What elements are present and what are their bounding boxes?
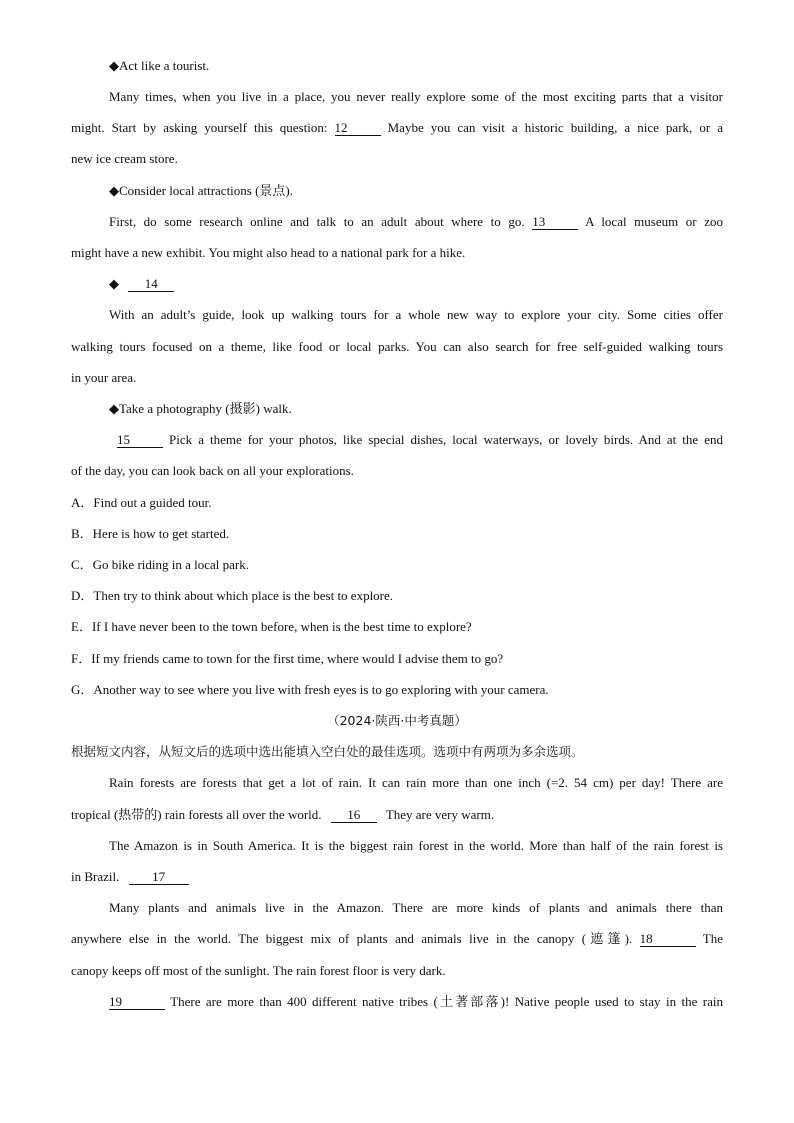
instruction-text: 根据短文内容，从短文后的选项中选出能填入空白处的最佳选项。选项中有两项为多余选项。 [71, 744, 584, 759]
paragraph-line: might have a new exhibit. You might also head to a national park for a hike. [71, 245, 466, 260]
paragraph-line [109, 993, 723, 1011]
diamond-bullet-icon: ◆ [109, 276, 119, 291]
text-run: The [702, 931, 724, 946]
blank-18[interactable]: 18 [640, 932, 696, 947]
blank-15[interactable]: 15 [117, 433, 163, 448]
text-run: They are very warm. [385, 807, 495, 822]
blank-12[interactable]: 12 [335, 121, 381, 136]
section-heading: ◆Consider local attractions (景点). [109, 183, 294, 198]
text-run: anywhere else in the world. The biggest mix of plants and animals live in the canopy (遮篷). [71, 931, 633, 946]
blank-17[interactable]: 17 [129, 870, 189, 885]
section-heading [109, 275, 723, 293]
text-run: A local museum or zoo [585, 214, 723, 229]
paragraph-line: new ice cream store. [71, 151, 178, 166]
section-heading: ◆Act like a tourist. [109, 58, 210, 73]
text-run: tropical (热带的) rain forests all over the world. [71, 807, 322, 822]
paragraph-line: in your area. [71, 370, 137, 385]
paragraph-line: The Amazon is in South America. It is the biggest rain forest in the world. More than half of the rain forest is [109, 838, 723, 853]
blank-13[interactable]: 13 [532, 215, 578, 230]
paragraph-line [71, 119, 723, 137]
blank-16[interactable]: 16 [331, 808, 377, 823]
paragraph-line [117, 431, 723, 449]
paragraph-line: Rain forests are forests that get a lot of rain. It can rain more than one inch (=2. 54 cm) per day! There are [109, 775, 723, 790]
text-run: in Brazil. [71, 869, 120, 884]
paragraph-line [71, 868, 723, 886]
paragraph-line: of the day, you can look back on all your explorations. [71, 463, 354, 478]
text-run: might. Start by asking yourself this question: [71, 120, 328, 135]
paragraph-line [71, 806, 723, 824]
paragraph-line: Many plants and animals live in the Amazon. There are more kinds of plants and animals there than [109, 900, 723, 915]
option-c[interactable]: C．Go bike riding in a local park. [71, 557, 249, 572]
blank-19[interactable]: 19 [109, 995, 165, 1010]
blank-14[interactable]: 14 [128, 277, 174, 292]
paragraph-line: walking tours focused on a theme, like food or local parks. You can also search for free self-guided walking tours [71, 339, 723, 354]
text-run: There are more than 400 different native tribes (土著部落)! Native people used to stay in the rain [170, 994, 724, 1009]
text-run: Maybe you can visit a historic building, a nice park, or a [387, 120, 723, 135]
paragraph-line [71, 930, 723, 948]
option-g[interactable]: G．Another way to see where you live with fresh eyes is to go exploring with your camera. [71, 682, 549, 697]
option-f[interactable]: F．If my friends came to town for the first time, where would I advise them to go? [71, 651, 504, 666]
paragraph-line: canopy keeps off most of the sunlight. The rain forest floor is very dark. [71, 963, 446, 978]
text-run: Pick a theme for your photos, like special dishes, local waterways, or lovely birds. And at the end [169, 432, 723, 447]
text-run: First, do some research online and talk to an adult about where to go. [109, 214, 525, 229]
option-a[interactable]: A．Find out a guided tour. [71, 495, 212, 510]
paragraph-line: Many times, when you live in a place, you never really explore some of the most exciting parts that a visitor [109, 89, 723, 104]
paragraph-line: With an adult’s guide, look up walking tours for a whole new way to explore your city. Some cities offer [109, 307, 723, 322]
section-heading: ◆Take a photography (摄影) walk. [109, 401, 292, 416]
option-b[interactable]: B．Here is how to get started. [71, 526, 230, 541]
option-e[interactable]: E．If I have never been to the town before, when is the best time to explore? [71, 619, 472, 634]
paragraph-line [109, 213, 723, 231]
source-label: （2024·陕西·中考真题） [327, 713, 467, 728]
option-d[interactable]: D．Then try to think about which place is the best to explore. [71, 588, 394, 603]
